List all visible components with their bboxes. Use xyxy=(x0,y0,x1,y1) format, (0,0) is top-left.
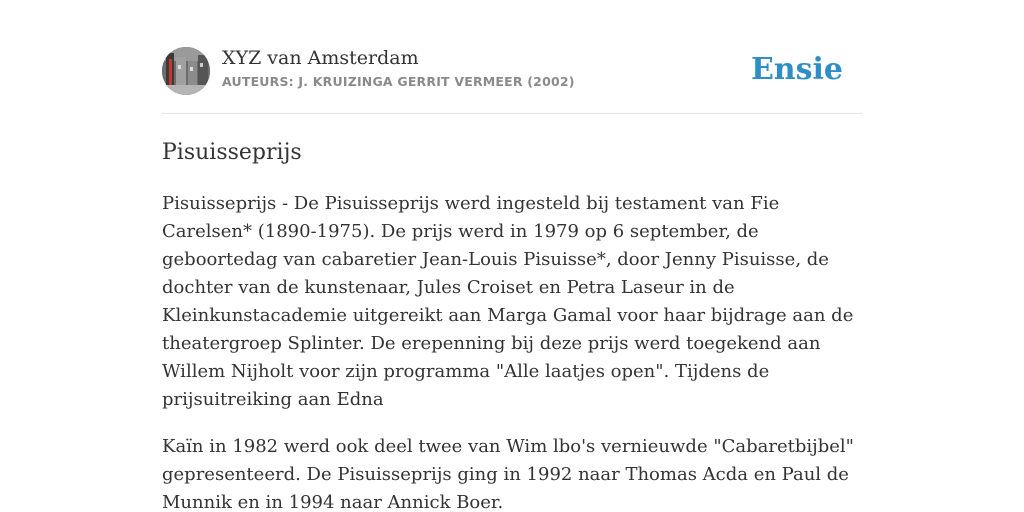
entry-header xyxy=(162,46,862,98)
book-authors: AUTEURS: J. KRUIZINGA GERRIT VERMEER (2002) xyxy=(222,74,575,89)
entry-paragraph: Kaïn in 1982 werd ook deel twee van Wim lbo's vernieuwde "Cabaretbijbel" gepresenteerd. De Pisuisseprijs ging in 1992 naar Thomas Acda en Paul de Munnik en in 1994 naar Annick Boer. xyxy=(162,436,854,512)
entry-content xyxy=(162,190,862,512)
ensie-logo[interactable]: Ensie xyxy=(750,52,843,87)
book-cover-avatar[interactable] xyxy=(162,47,210,95)
book-cover-thumbnail-icon xyxy=(162,47,210,95)
book-title[interactable]: XYZ van Amsterdam xyxy=(222,47,419,69)
entry-paragraph: Pisuisseprijs - De Pisuisseprijs werd ingesteld bij testament van Fie Carelsen* (1890-1975). De prijs werd in 1979 op 6 september, de geboortedag van cabaretier Jean-Louis Pisuisse*, door Jenny Pisuisse, de dochter van de kunstenaar, Jules Croiset en Petra Laseur in de Kleinkunstacademie uitgereikt aan Marga Gamal voor haar bijdrage aan de theatergroep Splinter. De erepenning bij deze prijs werd toegekend aan Willem Nijholt voor zijn programma "Alle laatjes open". Tijdens de prijsuitreiking aan Edna xyxy=(162,193,854,410)
header-divider xyxy=(162,113,862,114)
entry-title: Pisuisseprijs xyxy=(162,140,302,165)
